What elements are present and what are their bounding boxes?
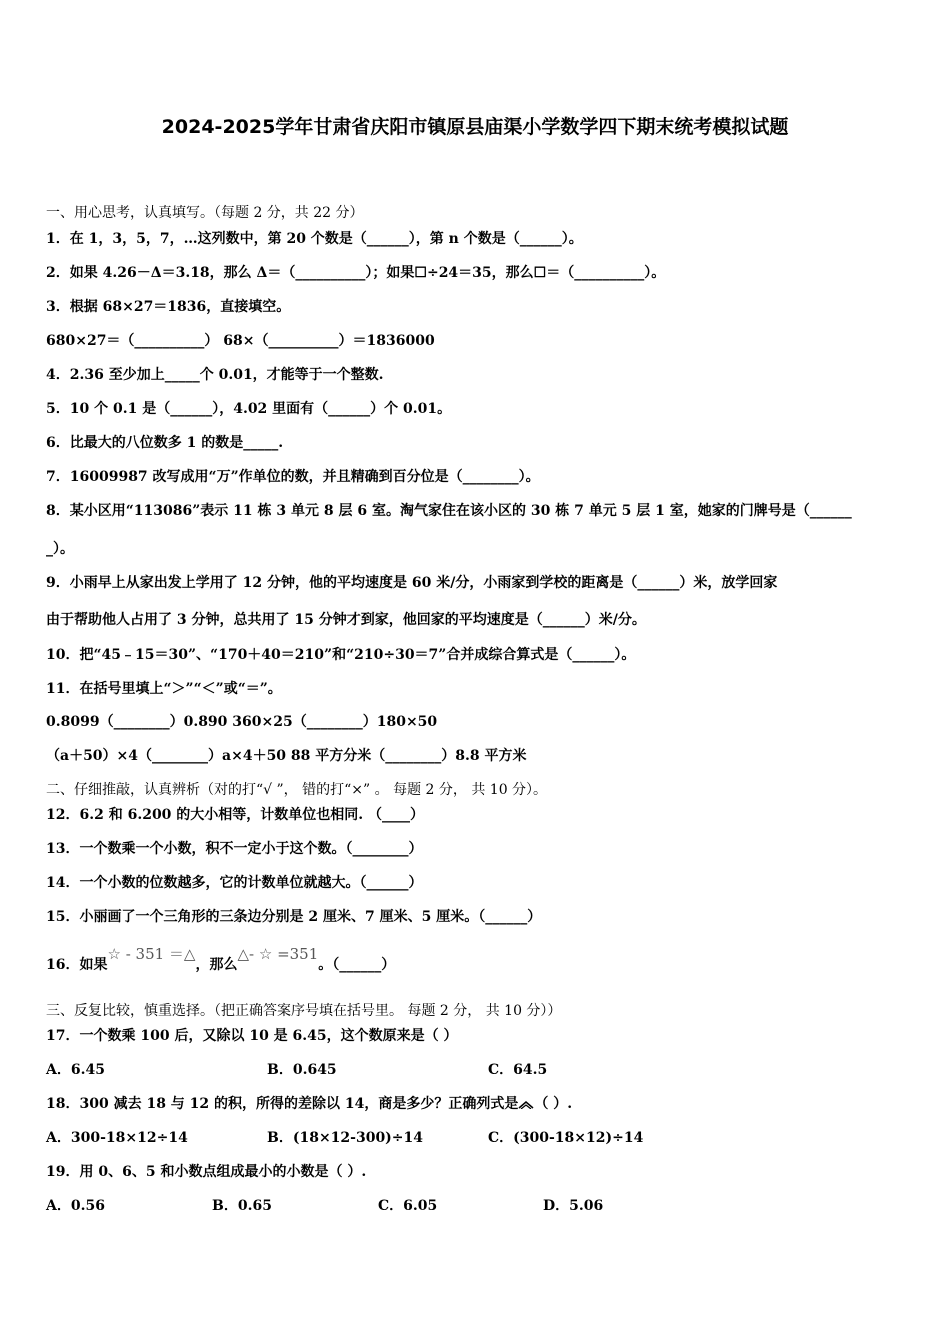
question-16-expression-1: ☆ - 351 ＝△ — [107, 945, 196, 963]
question-18-option-a: A．300-18×12÷14 — [46, 1130, 188, 1146]
question-11: 11．在括号里填上“＞”“＜”或“＝”。 — [46, 681, 282, 697]
question-11-row1: 0.8099（________）0.890 360×25（________）180×50 — [46, 714, 438, 730]
question-5: 5．10 个 0.1 是（______），4.02 里面有（______）个 0.01。 — [46, 401, 452, 417]
question-16-mid: ，那么 — [195, 957, 238, 973]
question-6: 6．比最大的八位数多 1 的数是_____. — [46, 435, 284, 451]
question-18 — [46, 1093, 572, 1113]
question-18-text: 18．300 减去 18 与 12 的积，所得的差除以 14，商是多少？正确列式是 — [46, 1096, 519, 1112]
question-13: 13．一个数乘一个小数，积不一定小于这个数。（________） — [46, 841, 423, 857]
page-title: 2024-2025学年甘肃省庆阳市镇原县庙渠小学数学四下期末统考模拟试题 — [161, 116, 789, 138]
question-4: 4．2.36 至少加上_____个 0.01，才能等于一个整数. — [46, 367, 384, 383]
question-19-option-a: A．0.56 — [46, 1198, 105, 1214]
question-8: 8．某小区用“113086”表示 11 栋 3 单元 8 层 6 室。淘气家住在该小区的 30 栋 7 单元 5 层 1 室，她家的门牌号是（______ — [46, 503, 852, 519]
question-19-option-c: C．6.05 — [378, 1198, 438, 1214]
question-16-suffix: 。（______） — [318, 957, 396, 973]
question-18-option-b: B．(18×12-300)÷14 — [267, 1130, 424, 1146]
question-9-cont: 由于帮助他人占用了 3 分钟，总共用了 15 分钟才到家，他回家的平均速度是（______）米/分。 — [46, 612, 646, 628]
question-19-option-d: D．5.06 — [543, 1198, 604, 1214]
question-14: 14．一个小数的位数越多，它的计数单位就越大。（______） — [46, 875, 423, 891]
question-19-option-b: B．0.65 — [212, 1198, 272, 1214]
question-9: 9．小雨早上从家出发上学用了 12 分钟，他的平均速度是 60 米/分，小雨家到学校的距离是（______）米，放学回家 — [46, 575, 778, 591]
question-19: 19．用 0、6、5 和小数点组成最小的小数是（ ）. — [46, 1164, 367, 1180]
question-18-tail: （ ）. — [534, 1096, 573, 1112]
section-2-heading: 二、仔细推敲，认真辨析（对的打“√ ”， 错的打“×” 。 每题 2 分， 共 10 分）。 — [46, 782, 548, 798]
question-1: 1．在 1，3，5，7，…这列数中，第 20 个数是（______），第 n 个数是（______）。 — [46, 231, 583, 247]
question-17-option-a: A．6.45 — [46, 1062, 105, 1078]
question-3: 3．根据 68×27＝1836，直接填空。 — [46, 299, 291, 315]
question-17-option-c: C．64.5 — [488, 1062, 548, 1078]
question-10: 10．把“45﹣15＝30”、“170＋40＝210”和“210÷30＝7”合并成综合算式是（______）。 — [46, 647, 636, 663]
section-3-heading: 三、反复比较，慎重选择。（把正确答案序号填在括号里。 每题 2 分， 共 10 分）） — [46, 1003, 562, 1019]
question-8-cont: _）。 — [46, 541, 74, 557]
question-15: 15．小丽画了一个三角形的三条边分别是 2 厘米、7 厘米、5 厘米。（______） — [46, 909, 542, 925]
question-16 — [46, 945, 396, 974]
caret-mark-icon — [518, 1101, 534, 1109]
question-7: 7．16009987 改写成用“万”作单位的数，并且精确到百分位是（________）。 — [46, 469, 540, 485]
question-18-option-c: C．(300-18×12)÷14 — [488, 1130, 644, 1146]
question-2: 2．如果 4.26－Δ＝3.18，那么 Δ＝（__________）；如果☐÷24＝35，那么☐＝（__________）。 — [46, 265, 666, 281]
section-1-heading: 一、用心思考，认真填写。（每题 2 分，共 22 分） — [46, 205, 364, 221]
question-11-row2: （a＋50）×4（________）a×4＋50 88 平方分米（________）8.8 平方米 — [46, 748, 527, 764]
question-16-expression-2: △- ☆ =351 — [237, 945, 319, 963]
question-3-items: 680×27＝（__________） 68×（__________）＝1836000 — [46, 333, 435, 349]
question-12: 12．6.2 和 6.200 的大小相等，计数单位也相同. （____） — [46, 807, 425, 823]
question-17: 17．一个数乘 100 后，又除以 10 是 6.45，这个数原来是（ ） — [46, 1028, 458, 1044]
question-17-option-b: B．0.645 — [267, 1062, 337, 1078]
question-16-prefix: 16．如果 — [46, 957, 108, 973]
